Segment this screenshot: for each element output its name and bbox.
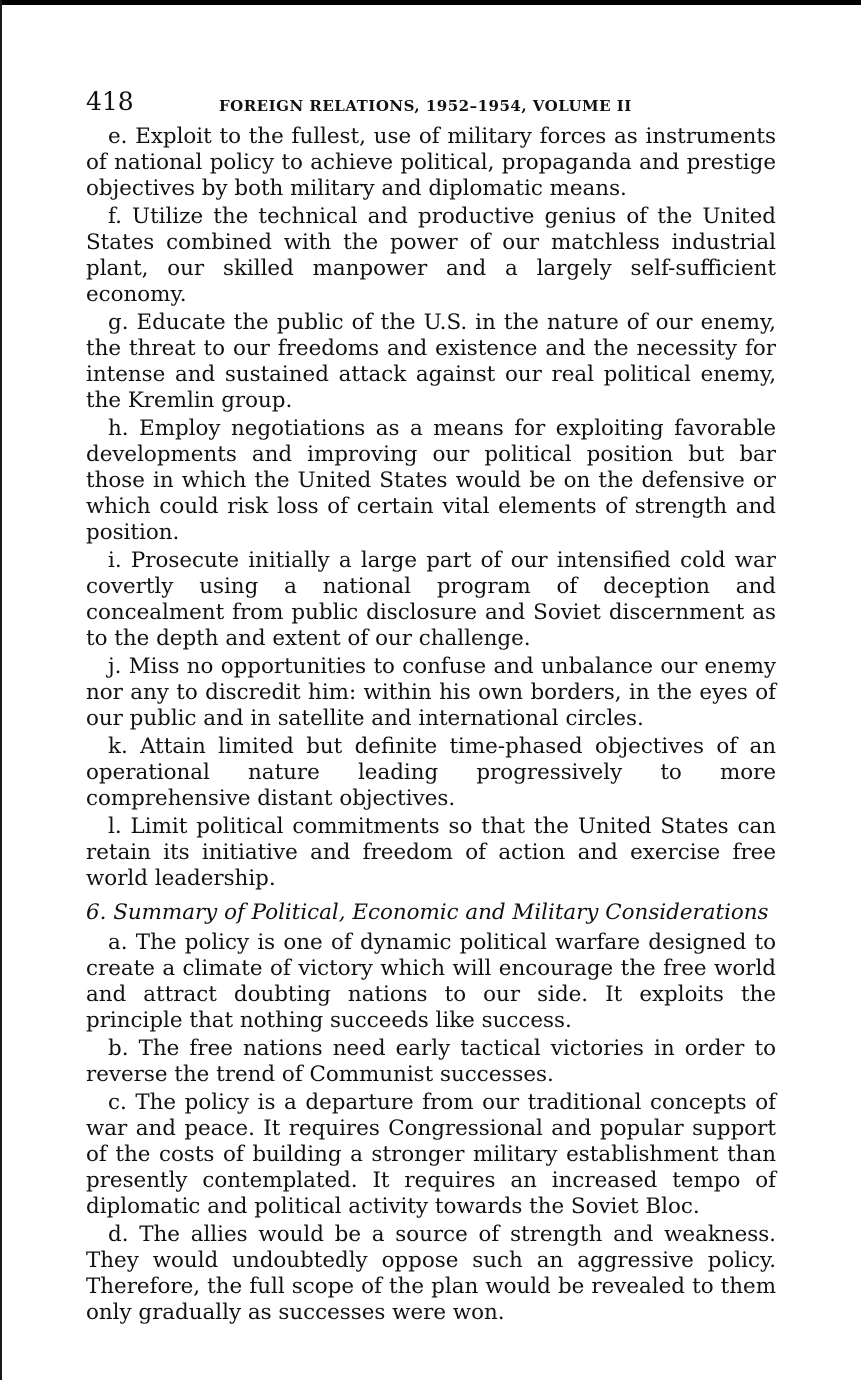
page-top-border bbox=[0, 0, 861, 5]
summary-paragraph-a: a. The policy is one of dynamic political warfare designed to create a climate of victory which will encourage the free world and attract doubting nations to our side. It exploits the principle that nothing succeeds like success. bbox=[86, 930, 776, 1033]
paragraph-j: j. Miss no opportunities to confuse and unbalance our enemy nor any to discredit him: within his own borders, in the eyes of our public and in satellite and international circles. bbox=[86, 654, 776, 731]
paragraph-g: g. Educate the public of the U.S. in the nature of our enemy, the threat to our freedoms and existence and the necessity for intense and sustained attack against our real political enemy, the Kremlin group. bbox=[86, 310, 776, 413]
summary-paragraph-d: d. The allies would be a source of strength and weakness. They would undoubtedly oppose such an aggressive policy. Therefore, the full scope of the plan would be revealed to them only gradually as successes were won. bbox=[86, 1222, 776, 1325]
page-left-border bbox=[0, 0, 2, 1380]
paragraph-f: f. Utilize the technical and productive genius of the United States combined with the power of our matchless industrial plant, our skilled manpower and a largely self-sufficient economy. bbox=[86, 204, 776, 307]
running-header bbox=[86, 86, 776, 118]
paragraph-i: i. Prosecute initially a large part of our intensified cold war covertly using a national program of deception and concealment from public disclosure and Soviet discernment as to the depth and extent of our challenge. bbox=[86, 548, 776, 651]
paragraph-e: e. Exploit to the fullest, use of military forces as instruments of national policy to achieve political, propaganda and prestige objectives by both military and diplomatic means. bbox=[86, 124, 776, 201]
summary-paragraph-b: b. The free nations need early tactical victories in order to reverse the trend of Communist successes. bbox=[86, 1036, 776, 1087]
running-title: FOREIGN RELATIONS, 1952–1954, VOLUME II bbox=[219, 97, 632, 115]
document-page bbox=[86, 86, 776, 1328]
paragraph-h: h. Employ negotiations as a means for exploiting favorable developments and improving our political position but bar those in which the United States would be on the defensive or which could risk loss of certain vital elements of strength and position. bbox=[86, 416, 776, 545]
summary-paragraph-c: c. The policy is a departure from our traditional concepts of war and peace. It requires Congressional and popular support of the costs of building a stronger military establishment than presently contemplated. It requires an increased tempo of diplomatic and political activity towards the Soviet Bloc. bbox=[86, 1090, 776, 1219]
section-heading: 6. Summary of Political, Economic and Military Considerations bbox=[86, 900, 769, 925]
paragraph-k: k. Attain limited but definite time-phased objectives of an operational nature leading progressively to more comprehensive distant objectives. bbox=[86, 734, 776, 811]
page-number: 418 bbox=[86, 87, 134, 116]
paragraph-l: l. Limit political commitments so that the United States can retain its initiative and freedom of action and exercise free world leadership. bbox=[86, 814, 776, 891]
